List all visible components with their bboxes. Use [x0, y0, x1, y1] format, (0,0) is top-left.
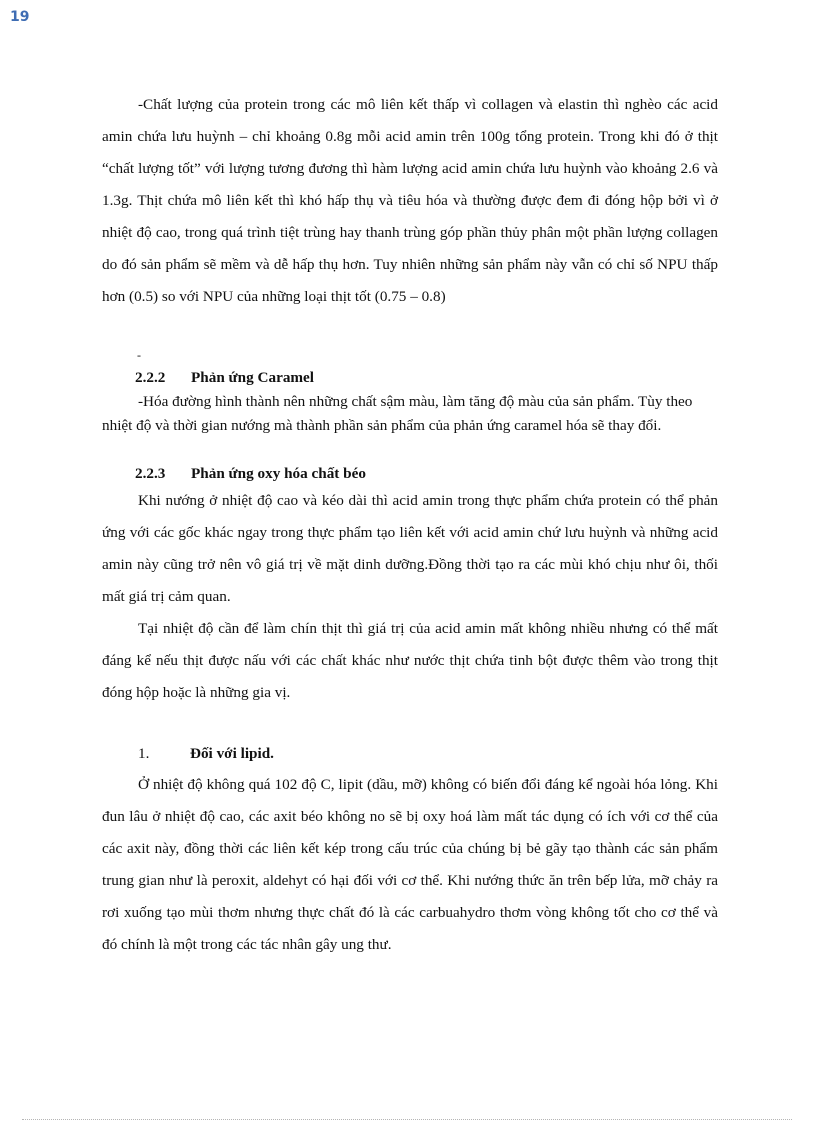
- paragraph-text: Ở nhiệt độ không quá 102 độ C, lipit (dầu, mỡ) không có biến đổi đáng kể ngoài hóa lỏng. Khi đun lâu ở nhiệt độ cao, các axit béo không no sẽ bị oxy hoá làm mất tác dụng có ích với cơ thể của các axit này, đồng thời các liên kết kép trong cấu trúc của chúng bị bẻ gãy tạo thành các sản phẩm trung gian như là peroxit, aldehyt có hại đối với cơ thể. Khi nướng thức ăn trên bếp lửa, mỡ chảy ra rơi xuống tạo mùi thơm nhưng thực chất đó là các carbuahydro thơm vòng không tốt cho cơ thể và đó chính là một trong các tác nhân gây ung thư.: [102, 776, 718, 953]
- section-number: 2.2.2: [135, 369, 166, 386]
- paragraph-amino-loss: [102, 613, 718, 709]
- paragraph-text: -Hóa đường hình thành nên những chất sậm màu, làm tăng độ màu của sản phẩm. Tùy theo nhiệt độ và thời gian nướng mà thành phần sản phẩm của phản ứng caramel hóa sẽ thay đổi.: [102, 393, 693, 434]
- section-title: Đối với lipid.: [190, 745, 274, 762]
- paragraph-text: Tại nhiệt độ cần để làm chín thịt thì giá trị của acid amin mất không nhiều nhưng có thể mất đáng kể nếu thịt được nấu với các chất khác như nước thịt chứa tinh bột được thêm vào trong thịt đóng hộp hoặc là những gia vị.: [102, 620, 718, 701]
- page-number: 19: [10, 9, 30, 25]
- footer-divider: [22, 1119, 792, 1120]
- paragraph-oxidation: [102, 485, 718, 613]
- paragraph-lipid: [102, 769, 718, 961]
- section-title: Phản ứng oxy hóa chất béo: [191, 465, 366, 482]
- section-title: Phản ứng Caramel: [191, 369, 315, 386]
- paragraph-text: -Chất lượng của protein trong các mô liên kết thấp vì collagen và elastin thì nghèo các acid amin chứa lưu huỳnh – chỉ khoảng 0.8g mỗi acid amin trên 100g tổng protein. Trong khi đó ở thịt “chất lượng tốt” với lượng tương đương thì hàm lượng acid amin chứa lưu huỳnh vào khoảng 2.6 và 1.3g. Thịt chứa mô liên kết thì khó hấp thụ và tiêu hóa và thường được đem đi đóng hộp bởi vì ở nhiệt độ cao, trong quá trình tiệt trùng hay thanh trùng góp phần thủy phân một phần lượng collagen do đó sản phẩm sẽ mềm và dễ hấp thụ hơn. Tuy nhiên những sản phẩm này vẫn có chỉ số NPU thấp hơn (0.5) so với NPU của những loại thịt tốt (0.75 – 0.8): [102, 96, 718, 305]
- section-number: 1.: [138, 745, 150, 762]
- paragraph-text: Khi nướng ở nhiệt độ cao và kéo dài thì acid amin trong thực phẩm chứa protein có thể phản ứng với các gốc khác ngay trong thực phẩm tạo liên kết với acid amin chứ lưu huỳnh và những acid amin này cũng trở nên vô giá trị về mặt dinh dưỡng.Đồng thời tạo ra các mùi khó chịu như ôi, thối mất giá trị cảm quan.: [102, 492, 718, 605]
- stray-dash: -: [137, 348, 141, 362]
- section-heading-2-2-2: [135, 366, 314, 390]
- section-number: 2.2.3: [135, 465, 166, 482]
- section-heading-2-2-3: [135, 462, 366, 486]
- paragraph-caramel: [102, 390, 718, 438]
- section-heading-lipid: [138, 742, 274, 766]
- paragraph-protein-quality: [102, 89, 718, 313]
